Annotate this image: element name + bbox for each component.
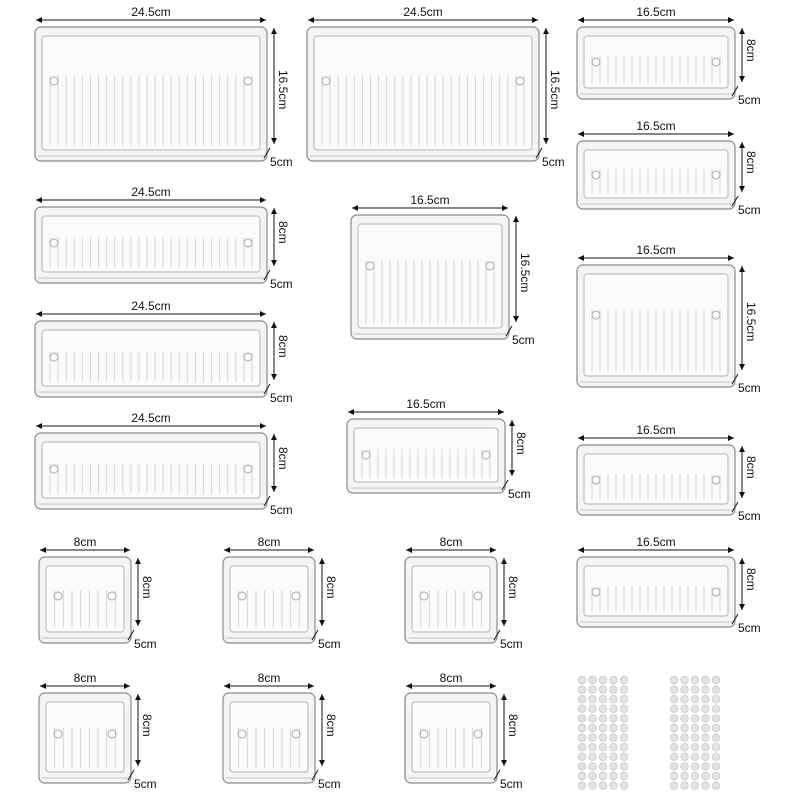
height-label: 5cm: [270, 277, 293, 291]
anti-slip-pad: [620, 743, 628, 751]
anti-slip-pad: [610, 705, 618, 713]
anti-slip-pad: [691, 705, 699, 713]
anti-slip-pad: [620, 772, 628, 780]
depth-label: 8cm: [276, 335, 290, 358]
anti-slip-pad: [610, 695, 618, 703]
anti-slip-pad: [599, 763, 607, 771]
height-label: 5cm: [134, 777, 157, 791]
height-label: 5cm: [270, 155, 293, 169]
height-label: 5cm: [318, 637, 341, 651]
anti-slip-pad: [610, 753, 618, 761]
anti-slip-pad: [702, 772, 710, 780]
anti-slip-pad: [670, 734, 678, 742]
anti-slip-pad: [702, 734, 710, 742]
anti-slip-pad: [610, 724, 618, 732]
anti-slip-pad: [712, 705, 720, 713]
anti-slip-pad: [578, 705, 586, 713]
width-label: 8cm: [439, 671, 463, 685]
depth-label: 8cm: [506, 576, 520, 599]
anti-slip-pad: [599, 782, 607, 790]
anti-slip-pad: [702, 724, 710, 732]
anti-slip-pad: [589, 743, 597, 751]
anti-slip-pad: [610, 686, 618, 694]
anti-slip-pad: [670, 753, 678, 761]
anti-slip-pad: [578, 734, 586, 742]
anti-slip-pad: [589, 676, 597, 684]
anti-slip-pad: [599, 772, 607, 780]
depth-label: 8cm: [324, 714, 338, 737]
anti-slip-pad: [599, 724, 607, 732]
height-label: 5cm: [134, 637, 157, 651]
height-label: 5cm: [270, 391, 293, 405]
anti-slip-pad: [681, 763, 689, 771]
anti-slip-pad: [712, 695, 720, 703]
anti-slip-pad: [712, 734, 720, 742]
anti-slip-pad: [599, 705, 607, 713]
anti-slip-pad: [681, 772, 689, 780]
height-label: 5cm: [738, 621, 761, 635]
anti-slip-pad: [702, 782, 710, 790]
anti-slip-pad: [691, 676, 699, 684]
anti-slip-pad: [620, 686, 628, 694]
anti-slip-pad: [578, 753, 586, 761]
anti-slip-pad: [599, 753, 607, 761]
width-label: 8cm: [257, 671, 281, 685]
anti-slip-pad: [620, 782, 628, 790]
width-label: 8cm: [439, 535, 463, 549]
anti-slip-pad: [702, 705, 710, 713]
depth-label: 16.5cm: [276, 70, 290, 110]
anti-slip-pad: [712, 686, 720, 694]
anti-slip-pad: [691, 782, 699, 790]
anti-slip-pad: [589, 782, 597, 790]
width-label: 8cm: [73, 535, 97, 549]
anti-slip-pad: [712, 676, 720, 684]
anti-slip-pad: [589, 695, 597, 703]
height-label: 5cm: [738, 93, 761, 107]
anti-slip-pad: [589, 772, 597, 780]
anti-slip-pad: [681, 734, 689, 742]
anti-slip-pad: [599, 676, 607, 684]
height-label: 5cm: [738, 203, 761, 217]
anti-slip-pad: [599, 695, 607, 703]
anti-slip-pad: [681, 715, 689, 723]
anti-slip-pad: [589, 715, 597, 723]
width-label: 24.5cm: [131, 185, 171, 199]
depth-label: 16.5cm: [548, 70, 562, 110]
anti-slip-pad: [702, 753, 710, 761]
width-label: 16.5cm: [636, 243, 676, 257]
anti-slip-pad: [712, 753, 720, 761]
height-label: 5cm: [738, 509, 761, 523]
anti-slip-pad: [610, 734, 618, 742]
depth-label: 8cm: [324, 576, 338, 599]
height-label: 5cm: [500, 777, 523, 791]
width-label: 16.5cm: [636, 423, 676, 437]
anti-slip-pad: [589, 734, 597, 742]
anti-slip-pad: [691, 715, 699, 723]
anti-slip-pad: [712, 743, 720, 751]
anti-slip-pad: [670, 676, 678, 684]
width-label: 24.5cm: [131, 411, 171, 425]
anti-slip-pad: [620, 676, 628, 684]
anti-slip-pad: [610, 772, 618, 780]
anti-slip-pad: [670, 715, 678, 723]
anti-slip-pad: [578, 743, 586, 751]
anti-slip-pad: [681, 724, 689, 732]
depth-label: 8cm: [744, 568, 758, 591]
anti-slip-pad: [670, 724, 678, 732]
pad-sheet: [578, 676, 628, 789]
depth-label: 8cm: [744, 151, 758, 174]
anti-slip-pad: [670, 782, 678, 790]
anti-slip-pad: [589, 763, 597, 771]
anti-slip-pad: [589, 686, 597, 694]
depth-label: 8cm: [140, 576, 154, 599]
anti-slip-pad: [599, 734, 607, 742]
anti-slip-pad: [702, 743, 710, 751]
anti-slip-pad: [578, 724, 586, 732]
anti-slip-pad: [620, 715, 628, 723]
anti-slip-pad: [712, 724, 720, 732]
anti-slip-pad: [620, 724, 628, 732]
anti-slip-pad: [681, 743, 689, 751]
anti-slip-pad: [691, 724, 699, 732]
anti-slip-pad: [610, 715, 618, 723]
anti-slip-pad: [620, 753, 628, 761]
anti-slip-pad: [681, 676, 689, 684]
anti-slip-pad: [712, 715, 720, 723]
anti-slip-pad: [681, 686, 689, 694]
depth-label: 8cm: [276, 221, 290, 244]
width-label: 8cm: [257, 535, 281, 549]
depth-label: 8cm: [514, 432, 528, 455]
width-label: 24.5cm: [131, 5, 171, 19]
height-label: 5cm: [500, 637, 523, 651]
anti-slip-pad: [670, 763, 678, 771]
anti-slip-pad: [712, 763, 720, 771]
anti-slip-pad: [702, 715, 710, 723]
anti-slip-pad: [670, 695, 678, 703]
anti-slip-pad: [620, 695, 628, 703]
depth-label: 8cm: [276, 447, 290, 470]
width-label: 16.5cm: [636, 5, 676, 19]
anti-slip-pad: [681, 695, 689, 703]
anti-slip-pad: [620, 763, 628, 771]
anti-slip-pad: [589, 724, 597, 732]
width-label: 16.5cm: [410, 193, 450, 207]
height-label: 5cm: [270, 503, 293, 517]
anti-slip-pad: [620, 705, 628, 713]
anti-slip-pad: [589, 753, 597, 761]
anti-slip-pad: [578, 686, 586, 694]
anti-slip-pad: [691, 743, 699, 751]
anti-slip-pad: [578, 782, 586, 790]
anti-slip-pad: [702, 695, 710, 703]
anti-slip-pad: [610, 763, 618, 771]
width-label: 16.5cm: [406, 397, 446, 411]
anti-slip-pad: [670, 705, 678, 713]
anti-slip-pad: [670, 743, 678, 751]
anti-slip-pad: [610, 743, 618, 751]
width-label: 8cm: [73, 671, 97, 685]
width-label: 16.5cm: [636, 535, 676, 549]
height-label: 5cm: [542, 155, 565, 169]
pad-sheet: [670, 676, 720, 789]
anti-slip-pad: [578, 695, 586, 703]
anti-slip-pad: [691, 763, 699, 771]
anti-slip-pad: [610, 676, 618, 684]
anti-slip-pad: [589, 705, 597, 713]
anti-slip-pad: [578, 715, 586, 723]
anti-slip-pad: [691, 753, 699, 761]
anti-slip-pad: [578, 763, 586, 771]
depth-label: 8cm: [506, 714, 520, 737]
anti-slip-pad: [610, 782, 618, 790]
anti-slip-pad: [670, 686, 678, 694]
width-label: 16.5cm: [636, 119, 676, 133]
anti-slip-pad: [691, 734, 699, 742]
depth-label: 8cm: [744, 39, 758, 62]
depth-label: 8cm: [140, 714, 154, 737]
anti-slip-pad: [578, 676, 586, 684]
anti-slip-pad: [681, 753, 689, 761]
anti-slip-pad: [691, 695, 699, 703]
height-label: 5cm: [738, 381, 761, 395]
depth-label: 16.5cm: [518, 253, 532, 293]
anti-slip-pad: [599, 686, 607, 694]
width-label: 24.5cm: [403, 5, 443, 19]
anti-slip-pad: [578, 772, 586, 780]
width-label: 24.5cm: [131, 299, 171, 313]
anti-slip-pad: [702, 763, 710, 771]
height-label: 5cm: [318, 777, 341, 791]
height-label: 5cm: [512, 333, 535, 347]
anti-slip-pad: [599, 743, 607, 751]
depth-label: 16.5cm: [744, 302, 758, 342]
anti-slip-pad: [599, 715, 607, 723]
anti-slip-pad: [691, 772, 699, 780]
anti-slip-pad: [712, 772, 720, 780]
depth-label: 8cm: [744, 456, 758, 479]
height-label: 5cm: [508, 487, 531, 501]
anti-slip-pad: [702, 686, 710, 694]
anti-slip-pad: [712, 782, 720, 790]
anti-slip-pad: [620, 734, 628, 742]
anti-slip-pad: [670, 772, 678, 780]
anti-slip-pad: [681, 782, 689, 790]
anti-slip-pad: [691, 686, 699, 694]
anti-slip-pad: [681, 705, 689, 713]
anti-slip-pad: [702, 676, 710, 684]
